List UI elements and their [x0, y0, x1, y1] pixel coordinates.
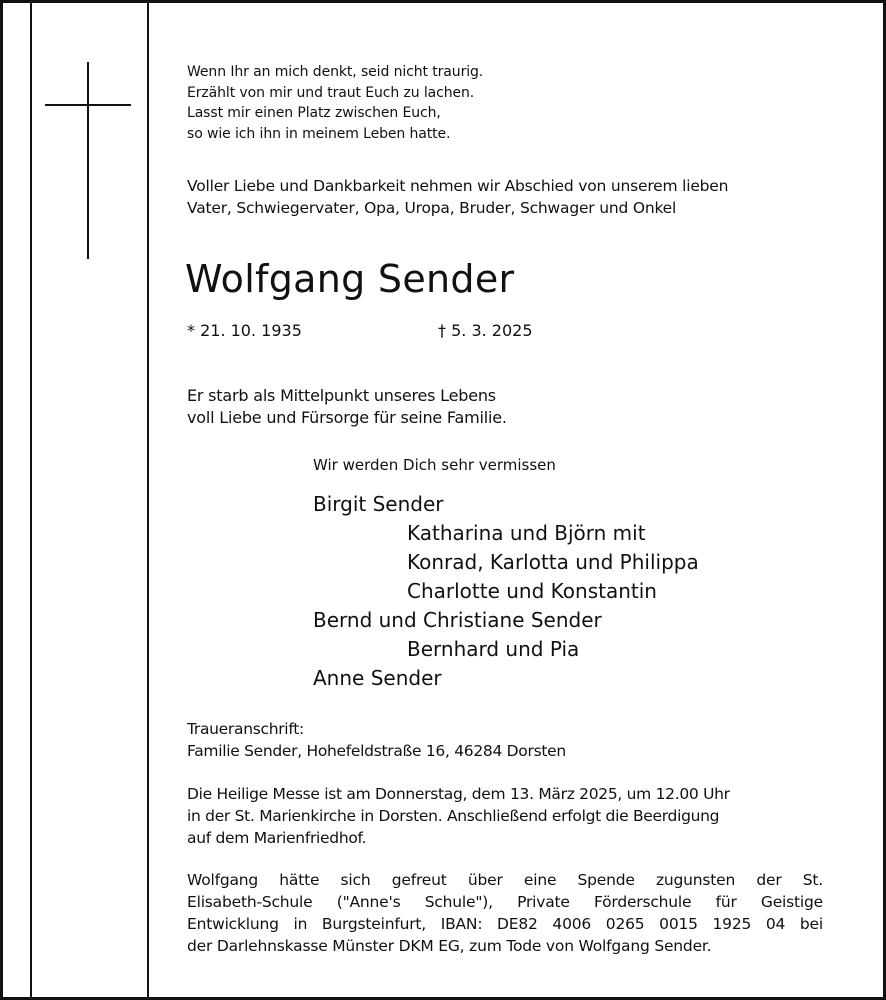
family-member: Birgit Sender — [313, 492, 444, 516]
poem-line: so wie ich ihn in meinem Leben hatte. — [187, 125, 451, 142]
family-member: Bernhard und Pia — [407, 637, 580, 661]
family-member: Charlotte und Konstantin — [407, 579, 657, 603]
mass-line: in der St. Marienkirche in Dorsten. Anschließend erfolgt die Beerdigung — [187, 807, 720, 825]
mourning-address — [187, 718, 566, 762]
address-value: Familie Sender, Hohefeldstraße 16, 46284 Dorsten — [187, 742, 566, 760]
mass-line: auf dem Marienfriedhof. — [187, 829, 367, 847]
intro-line: Vater, Schwiegervater, Opa, Uropa, Bruder, Schwager und Onkel — [187, 199, 677, 217]
death-statement-line: voll Liebe und Fürsorge für seine Familie. — [187, 407, 507, 427]
donation-line: der Darlehnskasse Münster DKM EG, zum Tode von Wolfgang Sender. — [187, 937, 712, 955]
donation-info — [187, 869, 823, 957]
poem-line: Lasst mir einen Platz zwischen Euch, — [187, 105, 441, 121]
donation-line: Entwicklung in Burgsteinfurt, IBAN: DE82 4006 0265 0015 1925 04 bei — [187, 915, 823, 933]
family-member: Anne Sender — [313, 666, 442, 690]
mass-line: Die Heilige Messe ist am Donnerstag, dem 13. März 2025, um 12.00 Uhr — [187, 785, 730, 803]
address-label: Traueranschrift: — [187, 720, 304, 738]
mass-info — [187, 783, 823, 849]
intro-line: Voller Liebe und Dankbarkeit nehmen wir Abschied von unserem lieben — [187, 177, 729, 195]
death-statement — [187, 385, 507, 428]
miss-line: Wir werden Dich sehr vermissen — [313, 456, 556, 474]
left-divider-line — [30, 0, 32, 1000]
family-member: Konrad, Karlotta und Philippa — [407, 550, 699, 574]
poem-line: Wenn Ihr an mich denkt, seid nicht traurig. — [187, 64, 484, 80]
cross-icon-vertical — [87, 62, 89, 259]
deceased-name: Wolfgang Sender — [185, 257, 515, 301]
right-divider-line — [147, 0, 149, 1000]
donation-line: Elisabeth-Schule ("Anne's Schule"), Private Förderschule für Geistige — [187, 893, 823, 911]
death-date: † 5. 3. 2025 — [438, 321, 533, 340]
donation-line: Wolfgang hätte sich gefreut über eine Spende zugunsten der St. — [187, 871, 823, 889]
poem — [187, 62, 483, 144]
birth-date: * 21. 10. 1935 — [187, 321, 302, 340]
cross-icon-horizontal — [45, 104, 131, 106]
farewell-intro — [187, 175, 728, 219]
poem-line: Erzählt von mir und traut Euch zu lachen. — [187, 84, 475, 101]
death-statement-line: Er starb als Mittelpunkt unseres Lebens — [187, 386, 496, 405]
family-member: Bernd und Christiane Sender — [313, 608, 602, 632]
family-member: Katharina und Björn mit — [407, 521, 646, 545]
